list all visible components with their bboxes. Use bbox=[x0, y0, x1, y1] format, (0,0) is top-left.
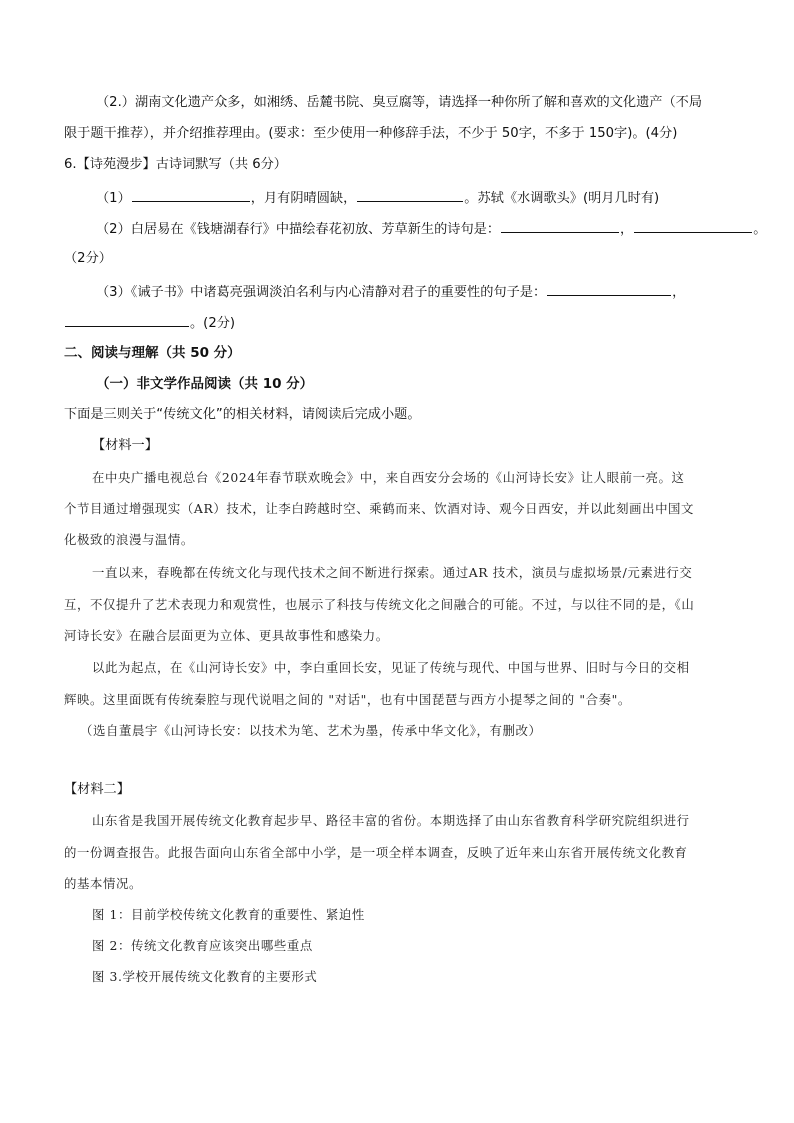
material1-source: （选自董晨宇《山河诗长安：以技术为笔、艺术为墨，传承中华文化》，有删改） bbox=[80, 723, 542, 738]
section-title: 二、阅读与理解（共 50 分） bbox=[64, 345, 241, 361]
q6-item2-middle: ， bbox=[620, 222, 634, 237]
answer-blank[interactable] bbox=[547, 282, 671, 296]
answer-blank[interactable] bbox=[65, 313, 189, 327]
q6-item1-prefix: （1） bbox=[96, 191, 131, 206]
section-intro: 下面是三则关于“传统文化”的相关材料，请阅读后完成小题。 bbox=[64, 407, 421, 422]
material2-line: 山东省是我国开展传统文化教育起步早、路径丰富的省份。本期选择了由山东省教育科学研究院组织进行 bbox=[92, 813, 690, 828]
q6-item1-suffix: 。苏轼《水调歌头》(明月几时有) bbox=[464, 191, 660, 206]
figure-caption: 图 1：目前学校传统文化教育的重要性、紧迫性 bbox=[92, 907, 365, 922]
figure-caption: 图 3.学校开展传统文化教育的主要形式 bbox=[92, 969, 318, 984]
answer-blank[interactable] bbox=[357, 188, 463, 202]
q6-item1-middle: ，月有阴晴圆缺， bbox=[250, 191, 357, 206]
material2-line: 的基本情况。 bbox=[64, 876, 142, 891]
q6-item3 bbox=[96, 282, 685, 302]
answer-blank[interactable] bbox=[132, 188, 250, 202]
answer-blank[interactable] bbox=[501, 219, 619, 233]
material1-line: 在中央广播电视总台《2024年春节联欢晚会》中，来自西安分会场的《山河诗长安》让人眼前一亮。这 bbox=[92, 470, 685, 485]
material1-label: 【材料一】 bbox=[92, 438, 158, 453]
q6-item3-middle: ， bbox=[672, 285, 686, 300]
q6-title: 6.【诗苑漫步】古诗词默写（共 6分） bbox=[64, 157, 287, 172]
answer-blank[interactable] bbox=[634, 219, 752, 233]
q6-item2-score: （2分） bbox=[64, 251, 112, 266]
q6-item3-prefix: （3）《诫子书》中诸葛亮强调淡泊名利与内心清静对君子的重要性的句子是： bbox=[96, 285, 547, 300]
material1-line: 一直以来，春晚都在传统文化与现代技术之间不断进行探索。通过AR 技术，演员与虚拟场景/元素进行交 bbox=[92, 565, 693, 580]
q6-item1 bbox=[96, 188, 659, 208]
material2-line: 的一份调查报告。此报告面向山东省全部中小学，是一项全样本调查，反映了近年来山东省开展传统文化教育 bbox=[64, 845, 688, 860]
q6-item2-suffix: 。 bbox=[753, 222, 767, 237]
q6-item3-suffix: 。(2分) bbox=[190, 316, 236, 331]
figure-caption: 图 2：传统文化教育应该突出哪些重点 bbox=[92, 938, 313, 953]
material1-line: 辉映。这里面既有传统秦腔与现代说唱之间的 "对话"，也有中国琵琶与西方小提琴之间的 "合奏"。 bbox=[64, 692, 631, 707]
q6-item2 bbox=[96, 219, 766, 239]
q6-item3-line2 bbox=[64, 313, 235, 333]
material1-line: 以此为起点，在《山河诗长安》中，李白重回长安，见证了传统与现代、中国与世界、旧时与今日的交相 bbox=[92, 660, 690, 675]
subsection-title: （一）非文学作品阅读（共 10 分） bbox=[96, 376, 314, 392]
q6-item2-prefix: （2）白居易在《钱塘湖春行》中描绘春花初放、芳草新生的诗句是： bbox=[96, 222, 501, 237]
material1-line: 互，不仅提升了艺术表现力和观赏性，也展示了科技与传统文化之间融合的可能。不过，与以往不同的是，《山 bbox=[64, 597, 695, 612]
q5-sub2-line1: （2.）湖南文化遗产众多，如湘绣、岳麓书院、臭豆腐等，请选择一种你所了解和喜欢的文化遗产（不局 bbox=[96, 95, 703, 110]
material2-label: 【材料二】 bbox=[64, 782, 130, 797]
material1-line: 化极致的浪漫与温情。 bbox=[64, 532, 194, 547]
material1-line: 个节目通过增强现实（AR）技术，让李白跨越时空、乘鹤而来、饮酒对诗、观今日西安，并以此刻画出中国文 bbox=[64, 501, 695, 516]
material1-line: 河诗长安》在融合层面更为立体、更具故事性和感染力。 bbox=[64, 628, 389, 643]
q5-sub2-line2: 限于题干推荐），并介绍推荐理由。(要求：至少使用一种修辞手法，不少于 50字，不多于 150字)。(4分) bbox=[64, 126, 678, 141]
